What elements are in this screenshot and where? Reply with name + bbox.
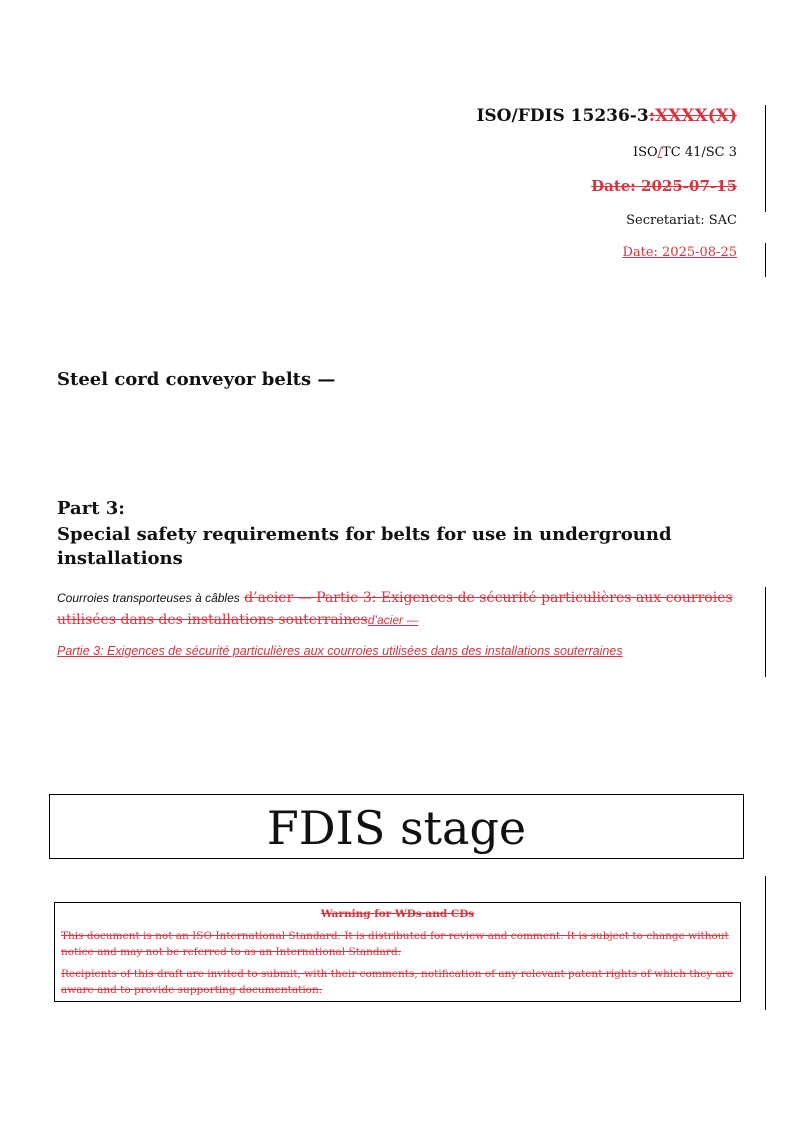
- committee-pre: ISO: [632, 145, 658, 160]
- deleted-suffix: :XXXX(X): [648, 106, 737, 126]
- warning-paragraph-1: This document is not an ISO International Standard. It is distributed for review and comment. It is subject to change without notice and may not be referred to as an International Standard.: [61, 930, 729, 958]
- title-part: Part 3:: [57, 498, 125, 519]
- committee: [633, 145, 737, 160]
- document-number: [476, 106, 737, 126]
- warning-paragraph-2: Recipients of this draft are invited to submit, with their comments, notification of any relevant patent rights of which they are aware and to provide supporting documentation.: [61, 968, 734, 996]
- change-bar: [765, 876, 766, 1010]
- change-bar: [765, 105, 766, 212]
- stage-label: FDIS stage: [266, 801, 527, 855]
- french-inserted-2: Partie 3: Exigences de sécurité particulières aux courroies utilisées dans des installations souterraines: [57, 644, 623, 658]
- french-kept: Courroies transporteuses à câbles: [57, 591, 240, 605]
- title-main: Steel cord conveyor belts —: [57, 369, 336, 390]
- inserted-slash: /: [657, 145, 663, 160]
- title-subtitle: Special safety requirements for belts for use in underground installations: [57, 524, 672, 569]
- french-inserted: d’acier —: [367, 613, 419, 627]
- change-bar: [765, 587, 766, 677]
- inserted-date: Date: 2025-08-25: [622, 245, 737, 260]
- secretariat: Secretariat: SAC: [626, 213, 737, 228]
- stage-box: [49, 794, 744, 859]
- change-bar: [765, 243, 766, 277]
- deleted-date: Date: 2025-07-15: [591, 177, 737, 195]
- french-deleted: d’acier — Partie 3: Exigences de sécurité particulières aux courroies utilisées dans des installations souterraines: [57, 590, 733, 628]
- doc-number-text: ISO/FDIS 15236-3: [476, 106, 649, 126]
- committee-post: TC 41/SC 3: [662, 145, 737, 160]
- french-title: [57, 587, 737, 631]
- warning-title: Warning for WDs and CDs: [320, 908, 475, 920]
- warning-box: [54, 902, 741, 1002]
